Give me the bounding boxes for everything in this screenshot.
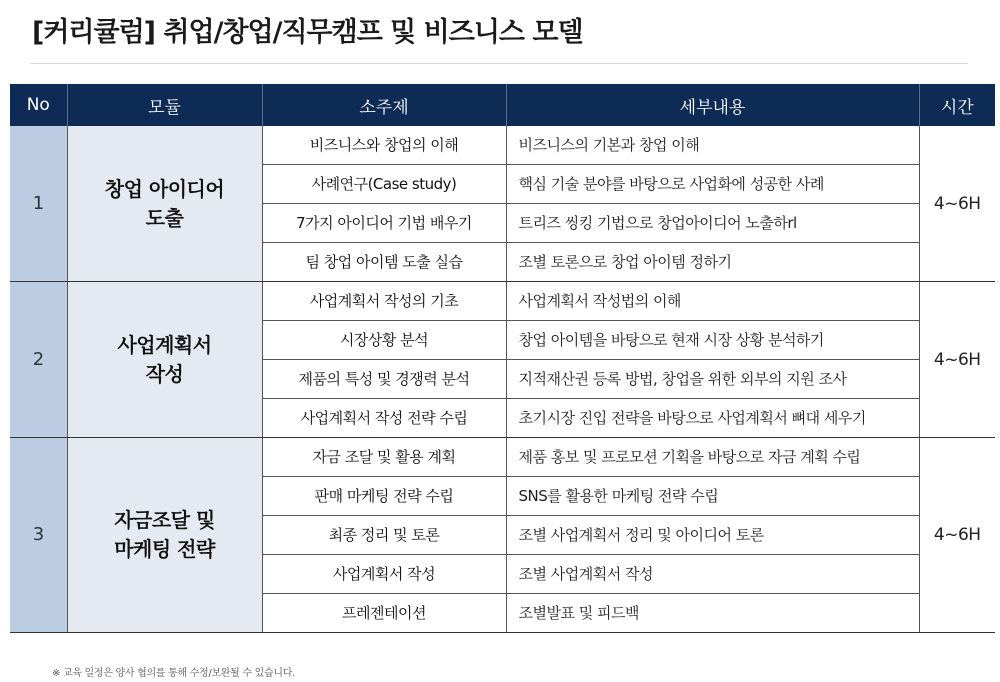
time-cell: 4~6H — [919, 282, 995, 438]
table-header-row — [10, 84, 995, 126]
topic-cell: 프레젠테이션 — [262, 594, 506, 633]
topic-cell: 7가지 아이디어 기법 배우기 — [262, 204, 506, 243]
curriculum-table — [10, 84, 995, 633]
detail-cell: 조별 사업계획서 정리 및 아이디어 토론 — [506, 516, 919, 555]
detail-cell: 초기시장 진입 전략을 바탕으로 사업계획서 뼈대 세우기 — [506, 399, 919, 438]
header-detail: 세부내용 — [506, 84, 919, 126]
table-row — [10, 438, 995, 477]
detail-cell: 조별 토론으로 창업 아이템 정하기 — [506, 243, 919, 282]
header-time: 시간 — [919, 84, 995, 126]
topic-cell: 제품의 특성 및 경쟁력 분석 — [262, 360, 506, 399]
topic-cell: 사업계획서 작성의 기초 — [262, 282, 506, 321]
topic-cell: 최종 정리 및 토론 — [262, 516, 506, 555]
detail-cell: 조별발표 및 피드백 — [506, 594, 919, 633]
detail-cell: 창업 아이템을 바탕으로 현재 시장 상황 분석하기 — [506, 321, 919, 360]
table-row — [10, 126, 995, 165]
module-name — [67, 126, 262, 282]
footnote: ※ 교육 일정은 양사 협의를 통해 수정/보완될 수 있습니다. — [52, 668, 295, 679]
topic-cell: 자금 조달 및 활용 계획 — [262, 438, 506, 477]
header-topic: 소주제 — [262, 84, 506, 126]
topic-cell: 판매 마케팅 전략 수립 — [262, 477, 506, 516]
detail-cell: 사업계획서 작성법의 이해 — [506, 282, 919, 321]
module-number: 3 — [10, 438, 67, 633]
module-name-line2: 마케팅 전략 — [114, 537, 215, 561]
topic-cell: 비즈니스와 창업의 이해 — [262, 126, 506, 165]
detail-cell: 핵심 기술 분야를 바탕으로 사업화에 성공한 사례 — [506, 165, 919, 204]
module-name-line1: 창업 아이디어 — [104, 176, 225, 201]
module-name-line2: 작성 — [145, 361, 184, 386]
topic-cell: 사업계획서 작성 — [262, 555, 506, 594]
detail-cell: 지적재산권 등록 방법, 창업을 위한 외부의 지원 조사 — [506, 360, 919, 399]
topic-cell: 사례연구(Case study) — [262, 165, 506, 204]
detail-cell: SNS를 활용한 마케팅 전략 수립 — [506, 477, 919, 516]
header-module: 모듈 — [67, 84, 262, 126]
module-name-line2: 도출 — [145, 205, 184, 230]
page-title: [커리큘럼] 취업/창업/직무캠프 및 비즈니스 모델 — [32, 17, 583, 48]
table-row — [10, 282, 995, 321]
time-cell: 4~6H — [919, 126, 995, 282]
module-name-line1: 자금조달 및 — [114, 508, 215, 532]
module-number: 2 — [10, 282, 67, 438]
module-name — [67, 282, 262, 438]
header-no: No — [10, 84, 67, 126]
module-name — [67, 438, 262, 633]
module-name-line1: 사업계획서 — [117, 332, 212, 357]
detail-cell: 조별 사업계획서 작성 — [506, 555, 919, 594]
topic-cell: 시장상황 분석 — [262, 321, 506, 360]
detail-cell: 제품 홍보 및 프로모션 기획을 바탕으로 자금 계획 수립 — [506, 438, 919, 477]
time-cell: 4~6H — [919, 438, 995, 633]
detail-cell: 트리즈 씽킹 기법으로 창업아이디어 노출하rl — [506, 204, 919, 243]
title-divider — [30, 63, 968, 64]
module-number: 1 — [10, 126, 67, 282]
detail-cell: 비즈니스의 기본과 창업 이해 — [506, 126, 919, 165]
topic-cell: 팀 창업 아이템 도출 실습 — [262, 243, 506, 282]
topic-cell: 사업계획서 작성 전략 수립 — [262, 399, 506, 438]
